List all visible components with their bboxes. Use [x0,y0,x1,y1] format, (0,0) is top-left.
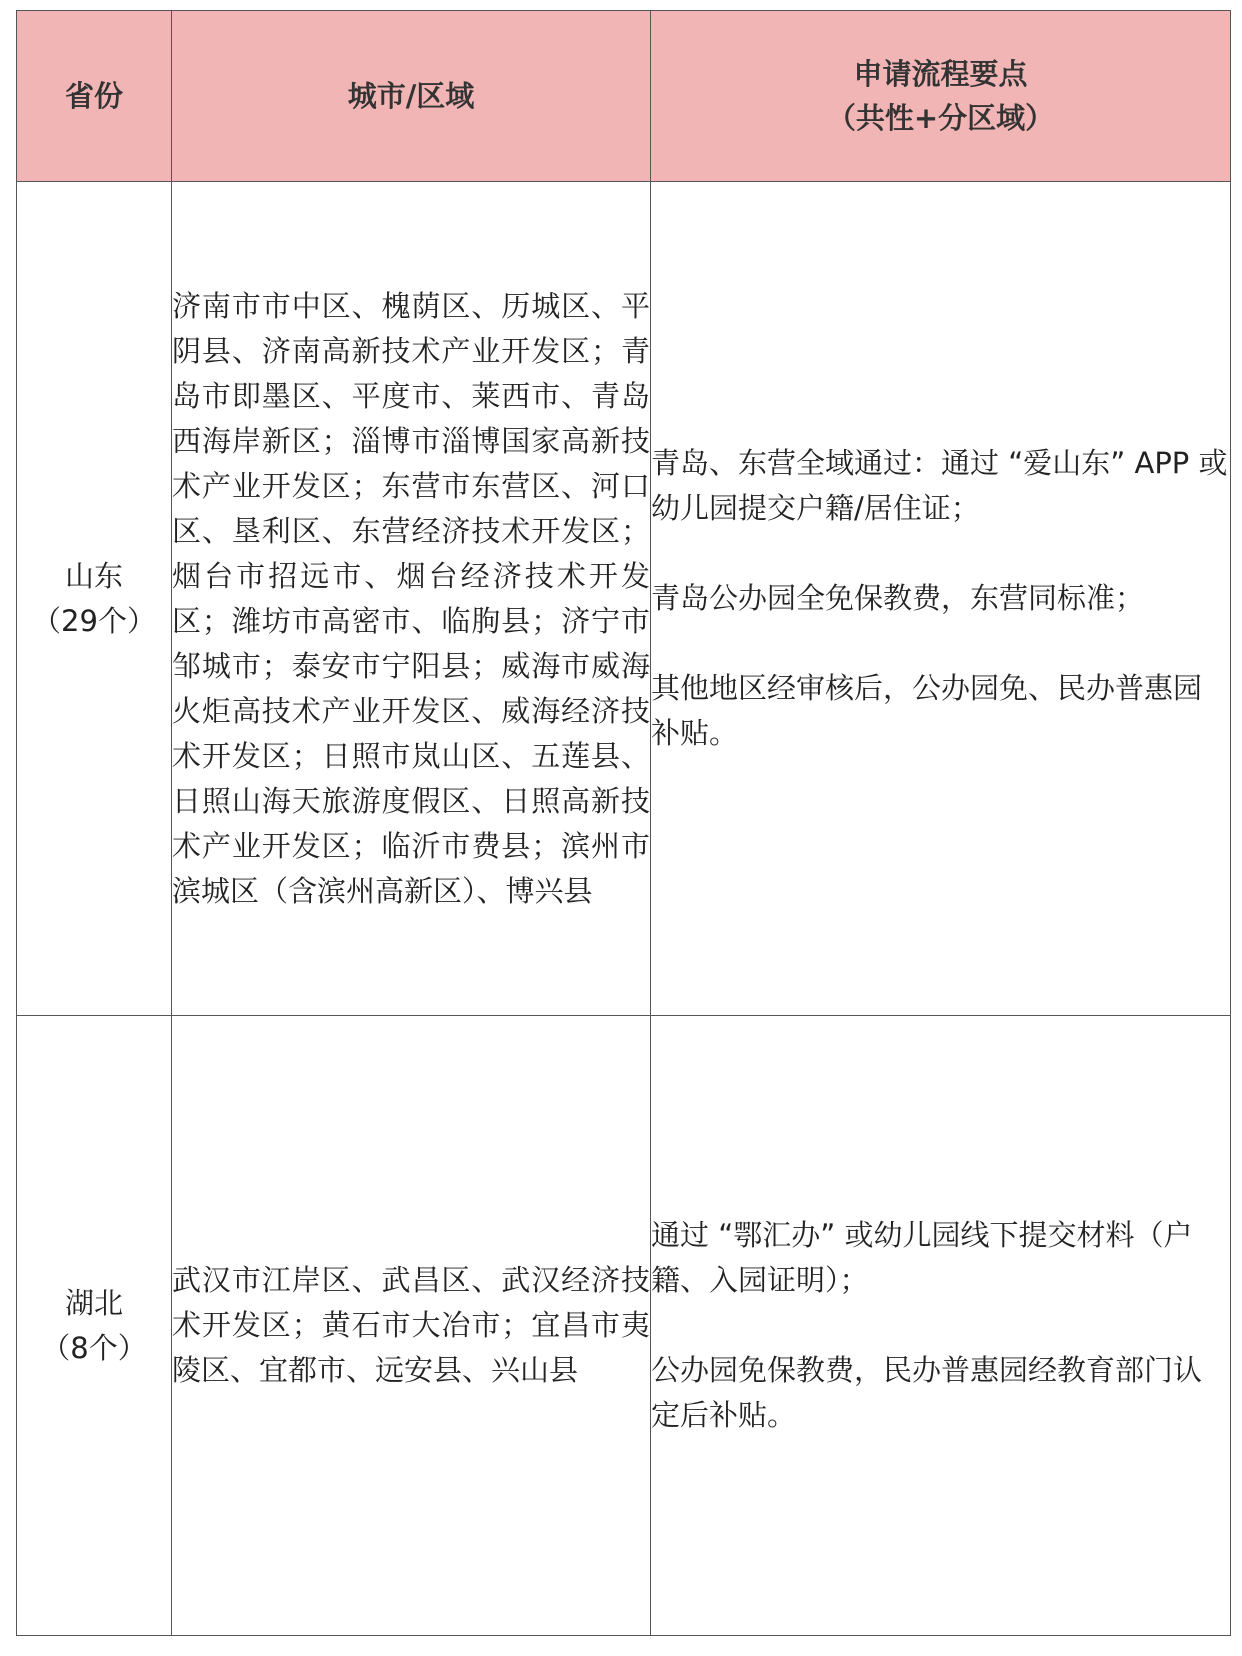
header-process-title: 申请流程要点 [853,57,1028,91]
header-province: 省份 [17,11,172,182]
policy-table [16,10,1231,1636]
process-paragraph: 公办园免保教费，民办普惠园经教育部门认定后补贴。 [651,1353,1203,1432]
header-process-subtitle: （共性+分区域） [826,101,1055,135]
province-name: 湖北 [64,1285,123,1320]
header-process [651,11,1231,182]
process-cell [651,1016,1231,1636]
process-cell [651,182,1231,1016]
province-cell [17,182,172,1016]
process-paragraph: 青岛、东营全域通过：通过 “爱山东” APP 或幼儿园提交户籍/居住证； [651,446,1228,525]
province-count: （8个） [41,1330,147,1365]
header-city: 城市/区域 [172,11,651,182]
process-paragraph: 通过 “鄂汇办” 或幼儿园线下提交材料（户籍、入园证明）； [651,1218,1193,1297]
process-paragraph: 青岛公办园全免保教费，东营同标准； [651,581,1145,615]
province-cell [17,1016,172,1636]
table-row-hubei [17,1016,1231,1636]
table-row-shandong [17,182,1231,1016]
process-paragraph: 其他地区经审核后，公办园免、民办普惠园补贴。 [651,671,1203,750]
table-header [17,11,1231,182]
cities-cell: 济南市市中区、槐荫区、历城区、平阴县、济南高新技术产业开发区；青岛市即墨区、平度市、莱西市、青岛西海岸新区；淄博市淄博国家高新技术产业开发区；东营市东营区、河口区、垦利区、东营经济技术开发区；烟台市招远市、烟台经济技术开发区；潍坊市高密市、临朐县；济宁市邹城市；泰安市宁阳县；威海市威海火炬高技术产业开发区、威海经济技术开发区；日照市岚山区、五莲县、日照山海天旅游度假区、日照高新技术产业开发区；临沂市费县；滨州市滨城区（含滨州高新区）、博兴县 [172,182,651,1016]
province-count: （29个） [32,603,156,638]
cities-cell: 武汉市江岸区、武昌区、武汉经济技术开发区；黄石市大冶市；宜昌市夷陵区、宜都市、远安县、兴山县 [172,1016,651,1636]
province-name: 山东 [64,558,123,593]
header-row [17,11,1231,182]
table-body [17,182,1231,1636]
